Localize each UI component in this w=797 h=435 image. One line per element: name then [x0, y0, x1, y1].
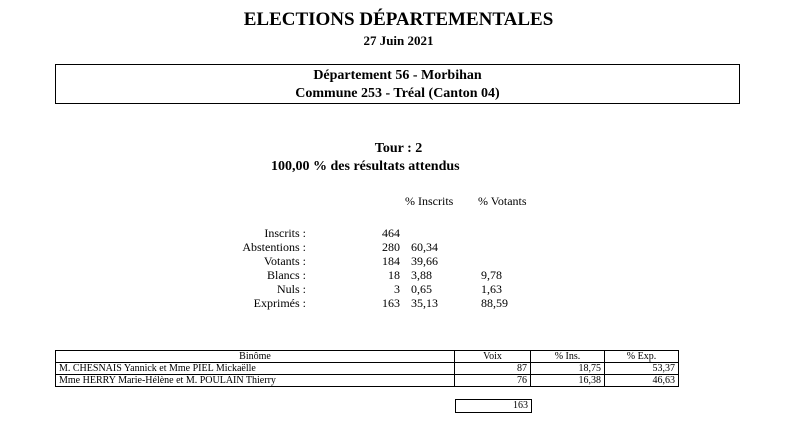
- col-header-pct-inscrits: % Inscrits: [405, 194, 454, 208]
- election-date: 27 Juin 2021: [363, 33, 434, 48]
- page-title: ELECTIONS DÉPARTEMENTALES: [243, 9, 554, 30]
- stat-pct-inscrits: 60,34: [411, 240, 438, 254]
- results-header-row: [56, 351, 679, 363]
- stat-value: 3: [394, 282, 400, 296]
- stat-label: Votants :: [263, 254, 306, 268]
- stat-value: 18: [388, 268, 400, 282]
- cell-binome: M. CHESNAIS Yannick et Mme PIEL Mickaëlle: [56, 363, 455, 375]
- stat-value: 464: [382, 226, 400, 240]
- stat-pct-inscrits: 39,66: [411, 254, 438, 268]
- stat-value: 163: [382, 296, 400, 310]
- cell-pct-ins: 16,38: [531, 375, 605, 387]
- header-binome: Binôme: [56, 351, 455, 363]
- stat-value: 184: [382, 254, 400, 268]
- stat-pct-votants: 1,63: [481, 282, 502, 296]
- table-row: [56, 375, 679, 387]
- stat-pct-inscrits: 3,88: [411, 268, 432, 282]
- stat-pct-votants: 88,59: [481, 296, 508, 310]
- cell-pct-exp: 46,63: [605, 375, 679, 387]
- stat-label: Inscrits :: [264, 226, 306, 240]
- col-header-pct-votants: % Votants: [478, 194, 527, 208]
- stat-label: Abstentions :: [242, 240, 306, 254]
- stat-pct-votants: 9,78: [481, 268, 502, 282]
- header-pct-exp: % Exp.: [605, 351, 679, 363]
- header-voix: Voix: [455, 351, 531, 363]
- cell-pct-exp: 53,37: [605, 363, 679, 375]
- cell-pct-ins: 18,75: [531, 363, 605, 375]
- stat-label: Exprimés :: [253, 296, 306, 310]
- departement-label: Département 56 - Morbihan: [313, 68, 482, 83]
- total-voix: 163: [455, 399, 532, 413]
- stat-label: Nuls :: [276, 282, 306, 296]
- table-row: [56, 363, 679, 375]
- stat-pct-inscrits: 35,13: [411, 296, 438, 310]
- results-expected-label: 100,00 % des résultats attendus: [271, 159, 460, 174]
- commune-label: Commune 253 - Tréal (Canton 04): [295, 86, 500, 101]
- stat-label: Blancs :: [267, 268, 306, 282]
- cell-voix: 87: [455, 363, 531, 375]
- results-table: [55, 350, 679, 387]
- header-pct-ins: % Ins.: [531, 351, 605, 363]
- cell-binome: Mme HERRY Marie-Hélène et M. POULAIN Thierry: [56, 375, 455, 387]
- location-box: [55, 64, 740, 104]
- cell-voix: 76: [455, 375, 531, 387]
- tour-label: Tour : 2: [374, 141, 423, 156]
- stat-pct-inscrits: 0,65: [411, 282, 432, 296]
- stat-value: 280: [382, 240, 400, 254]
